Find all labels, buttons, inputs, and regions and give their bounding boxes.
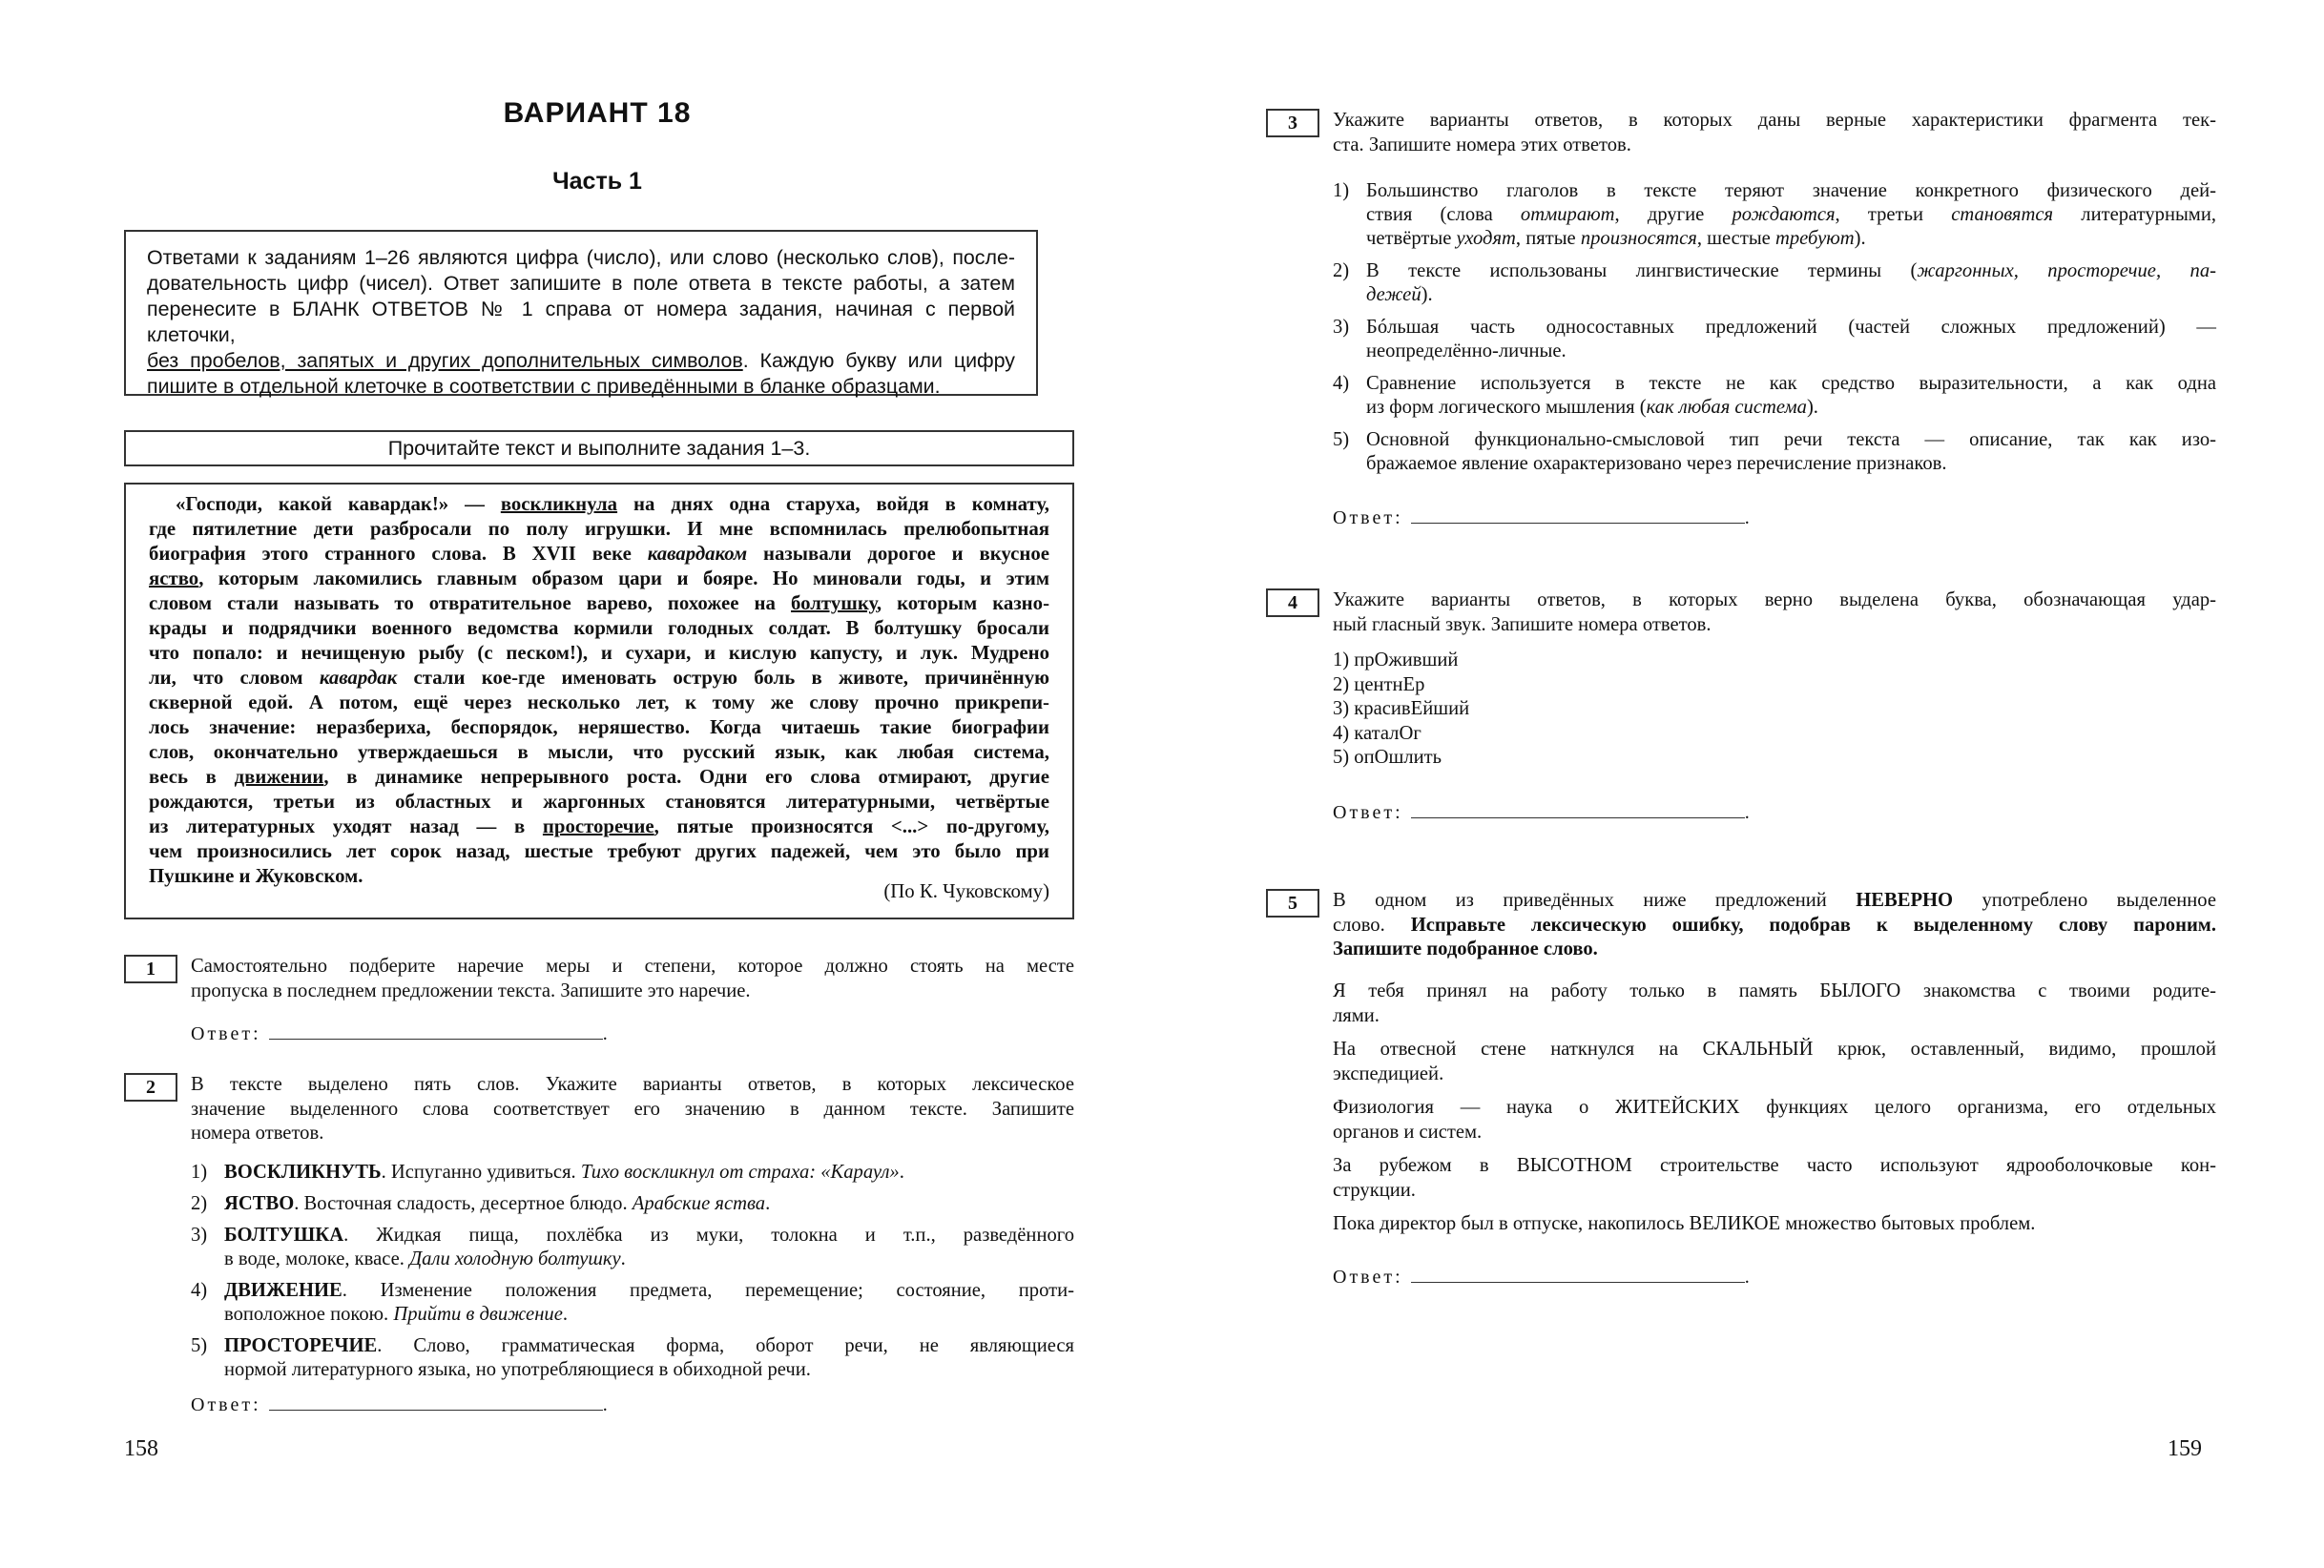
option-line: В тексте использованы лингвистические термины (жаргонных, просторечие, па- bbox=[1366, 260, 2216, 281]
option-line: Основной функционально-смысловой тип речи текста — описание, так как изо- bbox=[1366, 429, 2216, 450]
option-number: 5) bbox=[1333, 429, 1350, 450]
text-line: весь в движении, в динамике непрерывного роста. Одни его слова отмирают, другие bbox=[149, 766, 1049, 788]
option-item bbox=[191, 1279, 1074, 1327]
option-item bbox=[1333, 372, 2216, 420]
task-2-text bbox=[191, 1073, 1074, 1146]
sentence-line: На отвесной стене наткнулся на СКАЛЬНЫЙ крюк, оставленный, видимо, прошлой bbox=[1333, 1039, 2216, 1060]
question-line: Самостоятельно подберите наречие меры и степени, которое должно стоять на месте bbox=[191, 956, 1074, 977]
instruction-line: без пробелов, запятых и других дополнительных символов. Каждую букву или цифру bbox=[147, 349, 1015, 372]
highlighted-word: движении bbox=[234, 766, 324, 788]
option-number: 4) bbox=[191, 1280, 208, 1301]
task-number-5: 5 bbox=[1266, 889, 1319, 918]
sentence-line: Физиология — наука о ЖИТЕЙСКИХ функциях целого организма, его отдельных bbox=[1333, 1097, 2216, 1118]
option-word: ПРОСТОРЕЧИЕ bbox=[224, 1335, 378, 1356]
answer-field[interactable] bbox=[269, 1393, 603, 1411]
sentence-item bbox=[1333, 1038, 2216, 1086]
italic-text: как любая система bbox=[1646, 397, 1807, 418]
option-line: бражаемое явление охарактеризовано через перечисление признаков. bbox=[1366, 453, 1947, 474]
option-item: 3) красивЕйший bbox=[1333, 698, 1470, 719]
italic-text: становятся bbox=[1951, 204, 2054, 225]
question-line bbox=[1333, 938, 2216, 962]
option-number: 1) bbox=[191, 1162, 208, 1183]
italic-text: требуют bbox=[1774, 228, 1855, 249]
option-number: 2) bbox=[1333, 260, 1350, 281]
answer-label: Ответ: bbox=[1333, 507, 1403, 528]
bold-word: НЕВЕРНО bbox=[1856, 890, 1954, 911]
answer-label: Ответ: bbox=[1333, 802, 1403, 823]
bold-instruction: Исправьте лексическую ошибку, подобрав к выделенному слову пароним. bbox=[1410, 914, 2216, 936]
answer-field[interactable] bbox=[269, 1021, 603, 1040]
option-line: ДВИЖЕНИЕ. Изменение положения предмета, перемещение; состояние, проти- bbox=[224, 1280, 1074, 1301]
option-number: 2) bbox=[191, 1193, 208, 1214]
text-line: биография этого странного слова. В XVII веке кавардаком называли дорогое и вкусное bbox=[149, 543, 1049, 565]
option-line: в воде, молоке, квасе. Дали холодную болтушку. bbox=[224, 1248, 626, 1269]
option-number: 4) bbox=[1333, 373, 1350, 394]
answer-label: Ответ: bbox=[191, 1023, 261, 1044]
option-item bbox=[191, 1161, 1074, 1185]
variant-title: ВАРИАНТ 18 bbox=[503, 97, 692, 129]
option-example: Дали холодную болтушку bbox=[409, 1248, 621, 1269]
answer-label: Ответ: bbox=[1333, 1267, 1403, 1288]
option-example: Арабские яства bbox=[632, 1193, 766, 1214]
option-item bbox=[1333, 428, 2216, 476]
option-item: 5) опОшлить bbox=[1333, 747, 1442, 768]
option-item: 4) каталОг bbox=[1333, 722, 1421, 744]
task-2-options bbox=[191, 1161, 1074, 1390]
task-number-3: 3 bbox=[1266, 109, 1319, 137]
italic-word: кавардак bbox=[319, 667, 398, 689]
italic-word: кавардаком bbox=[647, 543, 748, 565]
sentence-line: лями. bbox=[1333, 1004, 1380, 1026]
instructions-box bbox=[124, 230, 1038, 396]
option-word: БОЛТУШКА bbox=[224, 1225, 344, 1246]
italic-text: отмирают bbox=[1520, 204, 1615, 225]
option-line: ствия (слова отмирают, другие рождаются, третьи становятся литературными, bbox=[1366, 204, 2217, 225]
option-line: ЯСТВО. Восточная сладость, десертное блюдо. Арабские яства. bbox=[224, 1193, 771, 1214]
underlined-text: без пробелов, запятых и других дополнительных символов bbox=[147, 349, 743, 372]
task-3-answer: Ответ: . bbox=[1333, 507, 1753, 528]
sentence-line: Пока директор был в отпуске, накопилось ВЕЛИКОЕ множество бытовых проблем. bbox=[1333, 1213, 2036, 1234]
reading-text bbox=[124, 483, 1074, 919]
question-line: ный гласный звук. Запишите номера ответов. bbox=[1333, 613, 1712, 635]
highlighted-word: яство bbox=[149, 567, 199, 589]
instruction-line: довательность цифр (чисел). Ответ запишите в поле ответа в тексте работы, а затем bbox=[147, 272, 1015, 295]
highlighted-word: болтушку bbox=[791, 592, 877, 614]
italic-text: дежей bbox=[1366, 284, 1421, 305]
answer-field[interactable] bbox=[1411, 505, 1745, 524]
task-number-4: 4 bbox=[1266, 588, 1319, 617]
option-line: неопределённо-личные. bbox=[1366, 340, 1567, 361]
option-item bbox=[1333, 179, 2216, 251]
question-line: В тексте выделено пять слов. Укажите варианты ответов, в которых лексическое bbox=[191, 1074, 1074, 1095]
text-line: что попало: и нечищеную рыбу (с песком!), и сухари, и кислую капусту, и лук. Мудрено bbox=[149, 642, 1049, 664]
text-author: (По К. Чуковскому) bbox=[883, 880, 1049, 902]
text-line: словом стали называть то отвратительное варево, похожее на болтушку, которым казно- bbox=[149, 592, 1049, 614]
question-line: ста. Запишите номера этих ответов. bbox=[1333, 134, 1631, 155]
option-item: 1) прОживший bbox=[1333, 650, 1459, 671]
text-line: где пятилетние дети разбросали по полу игрушки. И мне вспомнилась прелюбопытная bbox=[149, 518, 1049, 540]
italic-text: рождаются bbox=[1732, 204, 1836, 225]
task-1-text bbox=[191, 955, 1074, 1003]
text-line: Пушкине и Жуковском. bbox=[149, 865, 363, 887]
text-line: из литературных уходят назад — в просторечие, пятые произносятся <...> по-другому, bbox=[149, 815, 1049, 837]
option-line: Сравнение используется в тексте не как средство выразительности, а как одна bbox=[1366, 373, 2216, 394]
sentence-item bbox=[1333, 980, 2216, 1028]
text-line: крады и подрядчики военного ведомства кормили голодных солдат. В болтушку бросали bbox=[149, 617, 1049, 639]
question-line: пропуска в последнем предложении текста. Запишите это наречие. bbox=[191, 980, 751, 1001]
option-line: ПРОСТОРЕЧИЕ. Слово, грамматическая форма, оборот речи, не являющиеся bbox=[224, 1335, 1074, 1356]
option-line: ВОСКЛИКНУТЬ. Испуганно удивиться. Тихо воскликнул от страха: «Караул». bbox=[224, 1162, 904, 1183]
option-example: Тихо воскликнул от страха: «Караул» bbox=[580, 1162, 900, 1183]
option-word: ВОСКЛИКНУТЬ bbox=[224, 1162, 382, 1183]
option-line: дежей). bbox=[1366, 284, 1433, 305]
option-line: воположное покою. Прийти в движение. bbox=[224, 1304, 569, 1325]
text-line: рождаются, третьи из областных и жаргонных становятся литературными, четвёртые bbox=[149, 791, 1049, 813]
sentence-item bbox=[1333, 1096, 2216, 1145]
option-number: 1) bbox=[1333, 180, 1350, 201]
answer-label: Ответ: bbox=[191, 1394, 261, 1415]
text-line: яство, которым лакомились главным образом цари и бояре. Но миновали годы, и этим bbox=[149, 567, 1049, 589]
option-item: 2) центнЕр bbox=[1333, 673, 1425, 695]
sentence-line: экспедицией. bbox=[1333, 1063, 1444, 1084]
highlighted-word: воскликнула bbox=[500, 493, 618, 515]
bold-instruction: Запишите подобранное слово. bbox=[1333, 939, 1598, 959]
task-5-answer: Ответ: . bbox=[1333, 1267, 1753, 1288]
sentence-line: органов и систем. bbox=[1333, 1121, 1483, 1143]
italic-text: уходят bbox=[1456, 228, 1516, 249]
option-line: БОЛТУШКА. Жидкая пища, похлёбка из муки, толокна и т.п., разведённого bbox=[224, 1225, 1074, 1246]
option-word: ДВИЖЕНИЕ bbox=[224, 1280, 342, 1301]
italic-text: произносятся bbox=[1580, 228, 1697, 249]
task-5-sentences bbox=[1333, 980, 2216, 1247]
task-4-answer: Ответ: . bbox=[1333, 802, 1753, 823]
instruction-line: перенесите в БЛАНК ОТВЕТОВ № 1 справа от номера задания, начиная с первой клеточки, bbox=[147, 298, 1015, 346]
option-item bbox=[1333, 259, 2216, 307]
right-page bbox=[1162, 0, 2324, 1568]
task-4-options bbox=[1333, 649, 1469, 771]
task-3-text bbox=[1333, 109, 2216, 157]
answer-field[interactable] bbox=[1411, 1265, 1745, 1283]
answer-field[interactable] bbox=[1411, 800, 1745, 818]
sentence-item bbox=[1333, 1212, 2216, 1237]
option-item bbox=[191, 1192, 1074, 1216]
option-line: четвёртые уходят, пятые произносятся, шестые требуют). bbox=[1366, 228, 1866, 249]
option-line: Бóльшая часть односоставных предложений (частей сложных предложений) — bbox=[1366, 317, 2216, 338]
question-line: слово. Исправьте лексическую ошибку, подобрав к выделенному слову пароним. bbox=[1333, 914, 2216, 936]
instruction-line: Ответами к заданиям 1–26 являются цифра (число), или слово (несколько слов), после- bbox=[147, 246, 1015, 269]
option-example: Прийти в движение bbox=[393, 1304, 563, 1325]
highlighted-word: просторечие bbox=[542, 815, 654, 837]
sentence-line: За рубежом в ВЫСОТНОМ строительстве часто используют ядрооболочковые кон- bbox=[1333, 1155, 2216, 1176]
text-line: скверной едой. А потом, ещё через несколько лет, к тому же слову прочно прикрепи- bbox=[149, 691, 1049, 713]
option-item bbox=[1333, 316, 2216, 363]
text-line: слов, окончательно утверждаешься в мысли, что русский язык, как любая система, bbox=[149, 741, 1049, 763]
page-number: 158 bbox=[124, 1436, 158, 1461]
option-item bbox=[191, 1224, 1074, 1271]
sentence-line: струкции. bbox=[1333, 1179, 1416, 1201]
task-4-text bbox=[1333, 588, 2216, 637]
question-line: номера ответов. bbox=[191, 1123, 324, 1144]
text-line: лось значение: неразбериха, беспорядок, неряшество. Когда читаешь такие биографии bbox=[149, 716, 1049, 738]
task-number-2: 2 bbox=[124, 1073, 177, 1102]
sentence-line: Я тебя принял на работу только в память БЫЛОГО знакомства с твоими родите- bbox=[1333, 980, 2216, 1001]
question-line: Укажите варианты ответов, в которых верно выделена буква, обозначающая удар- bbox=[1333, 589, 2216, 610]
text-line: чем произносились лет сорок назад, шестые требуют других падежей, чем это было при bbox=[149, 840, 1049, 862]
question-line: В одном из приведённых ниже предложений НЕВЕРНО употреблено выделенное bbox=[1333, 890, 2216, 911]
read-prompt: Прочитайте текст и выполните задания 1–3. bbox=[124, 430, 1074, 466]
page-number: 159 bbox=[2168, 1436, 2202, 1461]
question-line: значение выделенного слова соответствует его значению в данном тексте. Запишите bbox=[191, 1098, 1074, 1120]
instruction-line: пишите в отдельной клеточке в соответствии с приведёнными в бланке образцами. bbox=[147, 375, 941, 398]
question-line: Укажите варианты ответов, в которых даны верные характеристики фрагмента тек- bbox=[1333, 110, 2216, 131]
italic-text: жаргонных, просторечие, па- bbox=[1917, 260, 2216, 281]
task-1-answer: Ответ: . bbox=[191, 1023, 611, 1044]
option-word: ЯСТВО bbox=[224, 1193, 295, 1214]
option-number: 3) bbox=[191, 1225, 208, 1246]
text-line: ли, что словом кавардак стали кое-где именовать острую боль в животе, причинённую bbox=[149, 667, 1049, 689]
task-3-options bbox=[1333, 179, 2216, 485]
part-title: Часть 1 bbox=[552, 168, 642, 195]
text-line: «Господи, какой кавардак!» — воскликнула на днях одна старуха, войдя в комнату, bbox=[176, 493, 1049, 515]
task-number-1: 1 bbox=[124, 955, 177, 983]
sentence-item bbox=[1333, 1154, 2216, 1203]
option-item bbox=[191, 1334, 1074, 1382]
option-line: из форм логического мышления (как любая система). bbox=[1366, 397, 1818, 418]
option-line: нормой литературного языка, но употребляющиеся в обиходной речи. bbox=[224, 1359, 811, 1380]
option-line: Большинство глаголов в тексте теряют значение конкретного физического дей- bbox=[1366, 180, 2216, 201]
option-number: 5) bbox=[191, 1335, 208, 1356]
option-number: 3) bbox=[1333, 317, 1350, 338]
task-5-text bbox=[1333, 889, 2216, 962]
task-2-answer: Ответ: . bbox=[191, 1394, 611, 1415]
